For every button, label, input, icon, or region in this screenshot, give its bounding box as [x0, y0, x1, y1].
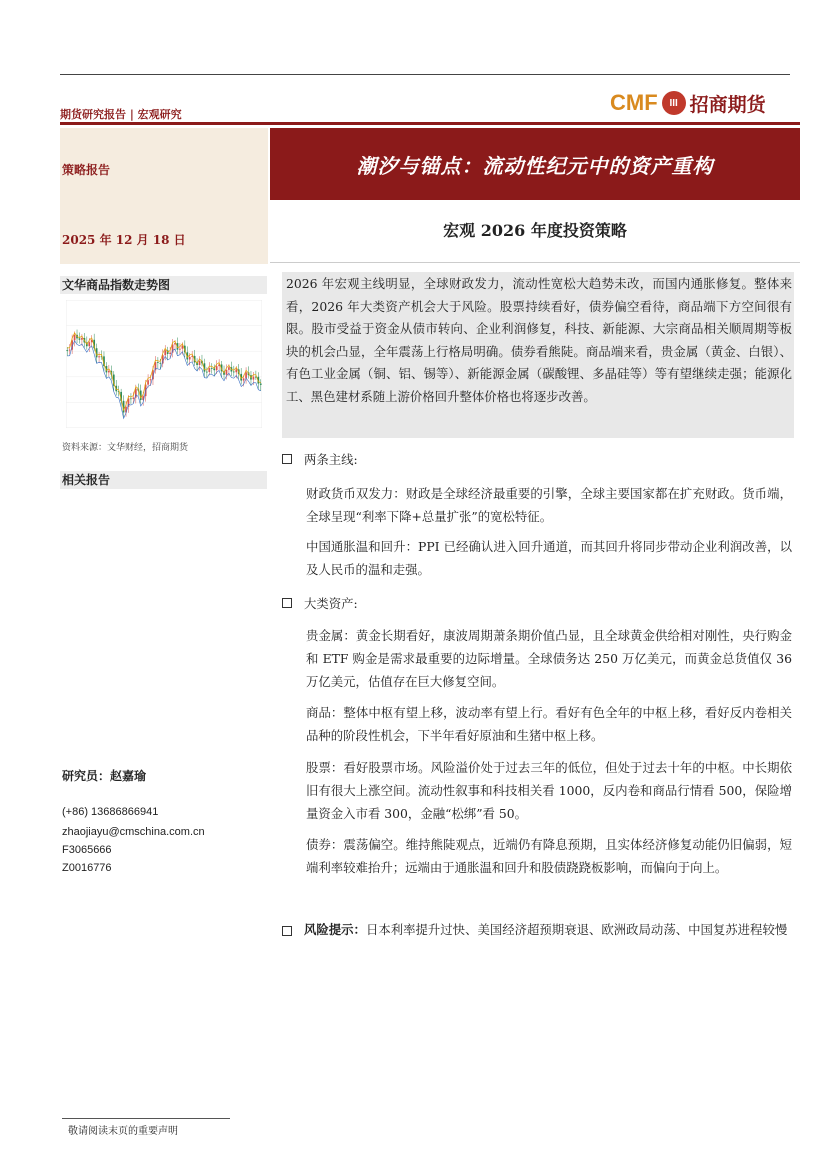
candle [179, 349, 181, 350]
report-title: 潮汐与锚点：流动性纪元中的资产重构 [356, 153, 714, 178]
candle [157, 362, 159, 363]
candle [208, 368, 210, 372]
report-category: 期货研究报告 | 宏观研究 [60, 108, 182, 121]
license-number-2: Z0016776 [62, 862, 112, 874]
checkbox-bullet-icon [282, 454, 292, 464]
candle [206, 372, 208, 373]
logo-chinese: 招商期货 [689, 93, 766, 116]
candle [226, 370, 228, 375]
summary-text: 2026 年宏观主线明显，全球财政发力，流动性宽松大趋势未改，而国内通胀修复。整体来看，2026 年大类资产机会大于风险。股票持续看好，债券偏空看待，商品端下方空间很有限。股市受益于资金从债市转向、企业利润修复，科技、新能源、大宗商品相关顺周期等板块的机会凸显，全年震荡上行格局明确。债券看熊陡。商品端来看，贵金属（黄金、白银）、有色工业金属（铜、铝、锡等）、新能源金属（碳酸锂、多晶硅等）等有望继续走强；能源化工、黑色建材系随上游价格回升整体价格也将逐步改善。 [286, 276, 792, 404]
company-logo [610, 88, 766, 118]
candle [147, 380, 149, 384]
risk-warning [282, 918, 794, 941]
top-rule [60, 74, 790, 75]
section-main-lines [282, 450, 358, 468]
candle [243, 378, 245, 380]
risk-text: 日本利率提升过快、美国经济超预期衰退、欧洲政局动荡、中国复苏进程较慢 [365, 922, 788, 937]
paragraph-stocks: 股票：看好股票市场。风险溢价处于过去三年的低位，但处于过去十年的中枢。中长期依旧有很大上涨空间。流动性叙事和科技相关看 1000，反内卷和商品行情看 500，保险增量资金入市看 300，金融“松绑”看 50。 [306, 760, 792, 821]
candle [211, 368, 213, 369]
candle [235, 369, 237, 372]
section-heading: 两条主线: [304, 452, 358, 467]
candle [159, 363, 161, 364]
subtitle-rule [270, 262, 800, 263]
risk-label: 风险提示： [304, 922, 366, 937]
candle [216, 366, 218, 370]
candle [260, 384, 262, 385]
related-reports-title: 相关报告 [60, 471, 267, 489]
report-subtitle: 宏观 2026 年度投资策略 [443, 221, 627, 240]
candle [253, 377, 255, 380]
candle [164, 350, 166, 355]
candle [79, 338, 81, 339]
candle [74, 335, 76, 341]
analyst-email[interactable]: zhaojiayu@cmschina.com.cn [62, 826, 205, 838]
candle [130, 398, 132, 399]
section-heading: 大类资产: [304, 596, 358, 611]
paragraph-bonds: 债券：震荡偏空。维持熊陡观点，近端仍有降息预期，且实体经济修复动能仍旧偏弱，短端利率较难抬升；远端由于通胀温和回升和股债跷跷板影响，而偏向于向上。 [306, 837, 792, 875]
chart-frame [66, 300, 262, 428]
candle [189, 357, 191, 360]
candle [228, 367, 230, 370]
candle [199, 361, 201, 365]
chart-source: 资料来源：文华财经，招商期货 [62, 443, 189, 453]
candle [233, 372, 235, 373]
license-number-1: F3065666 [62, 844, 112, 856]
paragraph-china-inflation: 中国通胀温和回升：PPI 已经确认进入回升通道，而其回升将同步带动企业利润改善，以及人民币的温和走强。 [306, 539, 792, 577]
report-date: 2025 年 12 月 18 日 [62, 233, 186, 247]
logo-badge: III [662, 91, 686, 115]
index-candlestick-chart [66, 300, 262, 428]
analyst-phone: (+86) 13686866941 [62, 806, 159, 818]
checkbox-bullet-icon [282, 598, 292, 608]
candle [245, 372, 247, 378]
footer-rule [62, 1118, 230, 1119]
section-assets [282, 594, 358, 612]
candle [69, 350, 71, 351]
report-type: 策略报告 [62, 163, 111, 177]
candle [108, 371, 110, 373]
paragraph-commodities: 商品：整体中枢有望上移，波动率有望上行。看好有色全年的中枢上移，看好反内卷相关品种的阶段性机会，下半年看好原油和生猪中枢上移。 [306, 705, 792, 743]
footer-disclaimer: 敬请阅读末页的重要声明 [68, 1126, 178, 1137]
paragraph-precious-metals: 贵金属：黄金长期看好，康波周期萧条期价值凸显，且全球黄金供给相对刚性，央行购金和 ETF 购金是需求最重要的边际增量。全球债务达 250 万亿美元，而黄金总货值仅 36 万亿美元，估值存在巨大修复空间。 [306, 628, 792, 689]
candle [150, 379, 152, 380]
candle [133, 398, 135, 399]
candle [88, 342, 90, 346]
candle [169, 353, 171, 354]
logo-latin: CMF [610, 90, 658, 115]
candle [98, 356, 100, 357]
analyst-name: 研究员：赵嘉瑜 [62, 769, 147, 783]
chart-title: 文华商品指数走势图 [60, 276, 267, 294]
header-rule [60, 122, 800, 125]
candle [66, 350, 68, 351]
paragraph-fiscal-monetary: 财政货币双发力：财政是全球经济最重要的引擎，全球主要国家都在扩充财政。货币端，全球呈现“利率下降+总量扩张”的宽松特征。 [306, 486, 792, 524]
checkbox-bullet-icon [282, 926, 292, 936]
candle [81, 338, 83, 340]
